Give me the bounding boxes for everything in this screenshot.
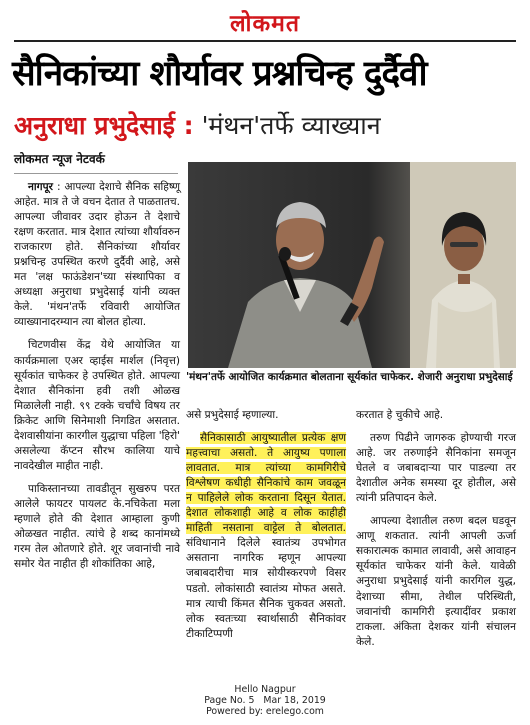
article-paragraph: सैनिकासाठी आयुष्यातील प्रत्येक क्षण महत्त्वाचा असतो. ते आयुष्य पणाला लावतात. मात्र त्यांच्या कामगिरीचे विश्लेषण कधीही सैनिकांचे काम जवळून न पाहिलेले लोक करताना दिसून येतात. देशात लोकशाही आहे व लोक काहीही माहिती नसताना वाट्टेल ते बोलतात. संविधानाने दिलेले स्वातंत्र्य उपभोगत असताना नागरिक म्हणून आपल्या जबाबदारीचा मात्र सोयीस्करपणे विसर पडतो. लोकांसाठी स्वातंत्र्य मोफत असते. मात्र त्याची किंमत सैनिक चुकवत असतो. लोक स्वतःच्या स्वार्थासाठी सैनिकांवर टीकाटिप्पणी <box>186 432 346 640</box>
headline: सैनिकांच्या शौर्यावर प्रश्नचिन्ह दुर्दैवी <box>12 54 427 94</box>
byline: लोकमत न्यूज नेटवर्क <box>14 152 105 166</box>
article-paragraph: चिटणवीस केंद्र येथे आयोजित या कार्यक्रमाला एअर व्हाईस मार्शल (निवृत्त) सूर्यकांत चाफेकर हे उपस्थित होते. आपल्या देशात सैनिकांना हवी तशी ओळख मिळालेली नाही. ९९ टक्के चर्चांचे विषय तर क्रिकेट आणि सिनेमाशी निगडित असतात. देशवासीयांना कारगील युद्धाचा पहिला 'हिरो' असलेल्या कॅप्टन सौरभ कालिया याचे नावदेखील माहीत नाही. <box>14 339 180 472</box>
highlighted-quote: सैनिकासाठी आयुष्यातील प्रत्येक क्षण महत्त्वाचा असतो. ते आयुष्य पणाला लावतात. मात्र त्यांच्या कामगिरीचे विश्लेषण कधीही सैनिकांचे काम जवळून न पाहिलेले लोक करताना दिसून येतात. देशात लोकशाही आहे व लोक काहीही माहिती नसताना वाट्टेल ते बोलतात. <box>186 432 346 535</box>
article-paragraph: पाकिस्तानच्या तावडीतून सुखरुप परत आलेले फायटर पायलट के.नचिकेता मला म्हणाले होते की देशात आम्हाला कुणी ओळखत नाहीत. त्यांचे हे शब्द कानांमध्ये गरम तेल ओतणारे होते. शूर जवानांची नावे समोर येत नाहीत ही शोकांतिका आहे, <box>14 482 180 571</box>
footer-powered-by: Powered by: erelego.com <box>206 706 324 717</box>
article-paragraph: तरुण पिढीने जागरुक होण्याची गरज आहे. जर तरुणाईने सैनिकांना समजून घेतले व जबाबदाऱ्या पार पाडल्या तर देशातील अनेक समस्या दूर होतील, असे त्यांनी प्रतिपादन केले. <box>356 432 516 505</box>
article-paragraph: आपल्या देशातील तरुण बदल घडवून आणू शकतात. त्यांनी आपली ऊर्जा सकारात्मक कामात लावावी, असे आवाहन सूर्यकांत चाफेकर यांनी केले. यावेळी अनुराधा प्रभुदेसाई यांनी कारगिल युद्ध, देशाच्या सीमा, तेथील परिस्थिती, जवानांची कामगिरी इत्यादींवर प्रकाश टाकला. अंकिता देशकर यांनी संचालन केले. <box>356 515 516 648</box>
footer-source: Hello Nagpur <box>234 684 296 695</box>
article-paragraph: नागपूर : आपल्या देशाचे सैनिक सहिष्णू आहेत. मात्र ते जे वचन देतात ते पाळतातच. आपल्या जीवावर उदार होऊन ते देशाचे रक्षण करतात. मात्र देशात त्यांच्या शौर्यावरुन राजकारण होते. सैनिकांच्या शौर्यावर प्रश्नचिन्ह उपस्थित करणे दुर्दैवी आहे, असे मत 'लक्ष फाऊंडेशन'च्या संस्थापिका व अध्यक्षा अनुराधा प्रभुदेसाई यांनी व्यक्त केले. 'मंथन'तर्फे रविवारी आयोजित व्याख्यानादरम्यान त्या बोलत होत्या. <box>14 181 180 329</box>
article-column-2 <box>186 408 346 642</box>
event-photo-illustration <box>188 162 516 368</box>
article-paragraph: करतात हे चुकीचे आहे. <box>356 409 444 421</box>
article-column-3 <box>356 408 516 650</box>
subhead-author: अनुराधा प्रभुदेसाई : <box>14 111 194 140</box>
article-column-1 <box>14 180 180 572</box>
subhead <box>14 108 381 144</box>
dateline: नागपूर <box>28 181 53 193</box>
footer-page: Page No. 5 <box>204 695 255 706</box>
masthead-rule <box>14 40 516 42</box>
masthead-logo: लोकमत <box>229 10 301 37</box>
article-photo <box>188 162 516 368</box>
byline-rule <box>14 173 178 174</box>
photo-caption: 'मंथन'तर्फे आयोजित कार्यक्रमात बोलताना सूर्यकांत चाफेकर. शेजारी अनुराधा प्रभुदेसाई <box>186 371 513 383</box>
article-paragraph: असे प्रभुदेसाई म्हणाल्या. <box>186 409 279 421</box>
subhead-topic: 'मंथन'तर्फे व्याख्यान <box>193 111 381 140</box>
footer-page-info <box>0 695 530 706</box>
footer-date: Mar 18, 2019 <box>263 695 326 706</box>
